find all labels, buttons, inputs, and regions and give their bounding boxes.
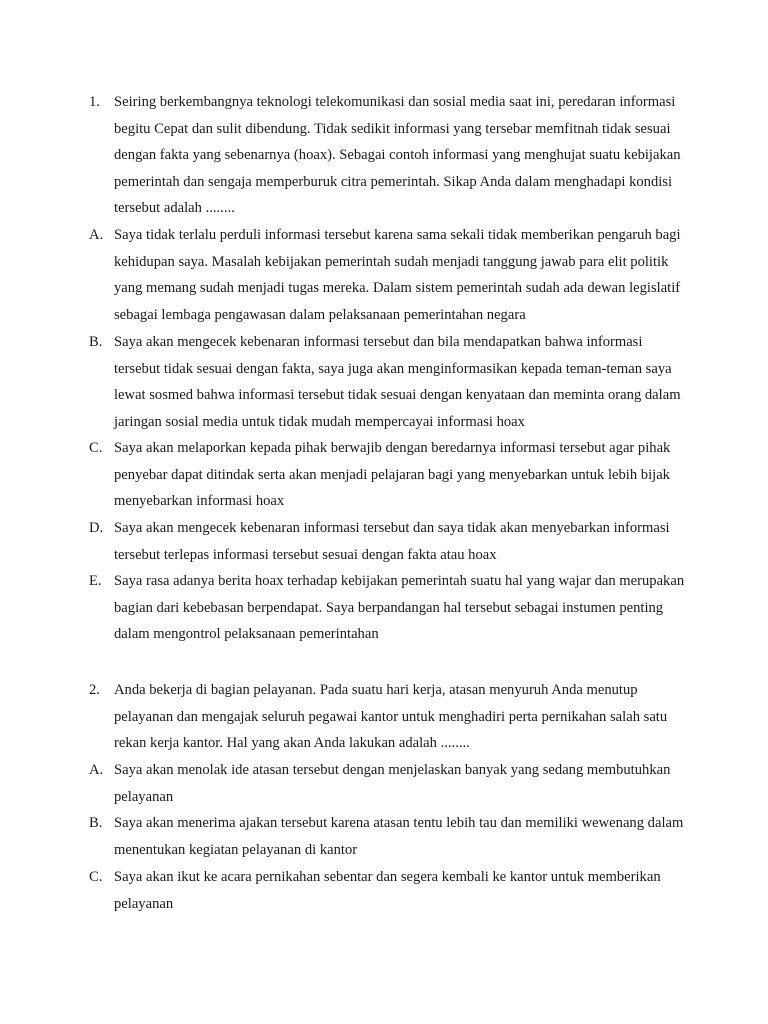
option-text: Saya akan menerima ajakan tersebut karena atasan tentu lebih tau dan memiliki wewenang dalam menentukan kegiatan pelayanan di kantor [114,815,687,858]
question-1-option-b [89,329,689,435]
question-text: Seiring berkembangnya teknologi telekomunikasi dan sosial media saat ini, peredaran informasi begitu Cepat dan sulit dibendung. Tidak sedikit informasi yang tersebar memfitnah tidak sesuai dengan fakta yang sebenarnya (hoax). Sebagai contoh informasi yang menghujat suatu kebijakan pemerintah dan sengaja memperburuk citra pemerintah. Sikap Anda dalam menghadapi kondisi tersebut adalah ........ [114,94,685,217]
option-text: Saya akan melaporkan kepada pihak berwajib dengan beredarnya informasi tersebut agar pihak penyebar dapat ditindak serta akan menjadi pelajaran bagi yang menyebarkan untuk lebih bijak menyebarkan informasi hoax [114,440,675,510]
question-1-option-c [89,435,689,515]
question-2-option-b [89,810,689,863]
option-letter: C. [89,440,103,456]
option-letter: B. [89,334,103,350]
question-1-option-e [89,568,689,648]
option-text: Saya akan menolak ide atasan tersebut dengan menjelaskan banyak yang sedang membutuhkan pelayanan [114,762,675,805]
option-letter: A. [89,227,104,243]
option-letter: D. [89,520,104,536]
question-1 [89,89,689,222]
option-letter: E. [89,573,102,589]
option-text: Saya rasa adanya berita hoax terhadap kebijakan pemerintah suatu hal yang wajar dan merupakan bagian dari kebebasan berpendapat. Saya berpandangan hal tersebut sebagai instumen penting dalam mengontrol pelaksanaan pemerintahan [114,573,688,643]
question-1-option-d [89,515,689,568]
option-letter: B. [89,815,103,831]
option-text: Saya tidak terlalu perduli informasi tersebut karena sama sekali tidak memberikan pengaruh bagi kehidupan saya. Masalah kebijakan pemerintah sudah menjadi tanggung jawab para elit politik yang memang sudah menjadi tugas mereka. Dalam sistem pemerintah sudah ada dewan legislatif sebagai lembaga pengawasan dalam pelaksanaan pemerintahan negara [114,227,685,323]
option-letter: C. [89,869,103,885]
option-text: Saya akan mengecek kebenaran informasi tersebut dan bila mendapatkan bahwa informasi tersebut tidak sesuai dengan fakta, saya juga akan menginformasikan kepada teman-teman saya lewat sosmed bahwa informasi tersebut tidak sesuai dengan kenyataan dan meminta orang dalam jaringan sosial media untuk tidak mudah mempercayai informasi hoax [114,334,685,430]
question-1-option-a [89,222,689,328]
question-2-option-c [89,864,689,917]
option-letter: A. [89,762,104,778]
question-number: 2. [89,682,100,698]
option-text: Saya akan ikut ke acara pernikahan sebentar dan segera kembali ke kantor untuk memberikan pelayanan [114,869,665,912]
question-2-option-a [89,757,689,810]
question-number: 1. [89,94,100,110]
question-text: Anda bekerja di bagian pelayanan. Pada suatu hari kerja, atasan menyuruh Anda menutup pelayanan dan mengajak seluruh pegawai kantor untuk menghadiri perta pernikahan salah satu rekan kerja kantor. Hal yang akan Anda lakukan adalah ........ [114,682,671,752]
option-text: Saya akan mengecek kebenaran informasi tersebut dan saya tidak akan menyebarkan informasi tersebut terlepas informasi tersebut sesuai dengan fakta atau hoax [114,520,674,563]
question-2 [89,677,689,757]
